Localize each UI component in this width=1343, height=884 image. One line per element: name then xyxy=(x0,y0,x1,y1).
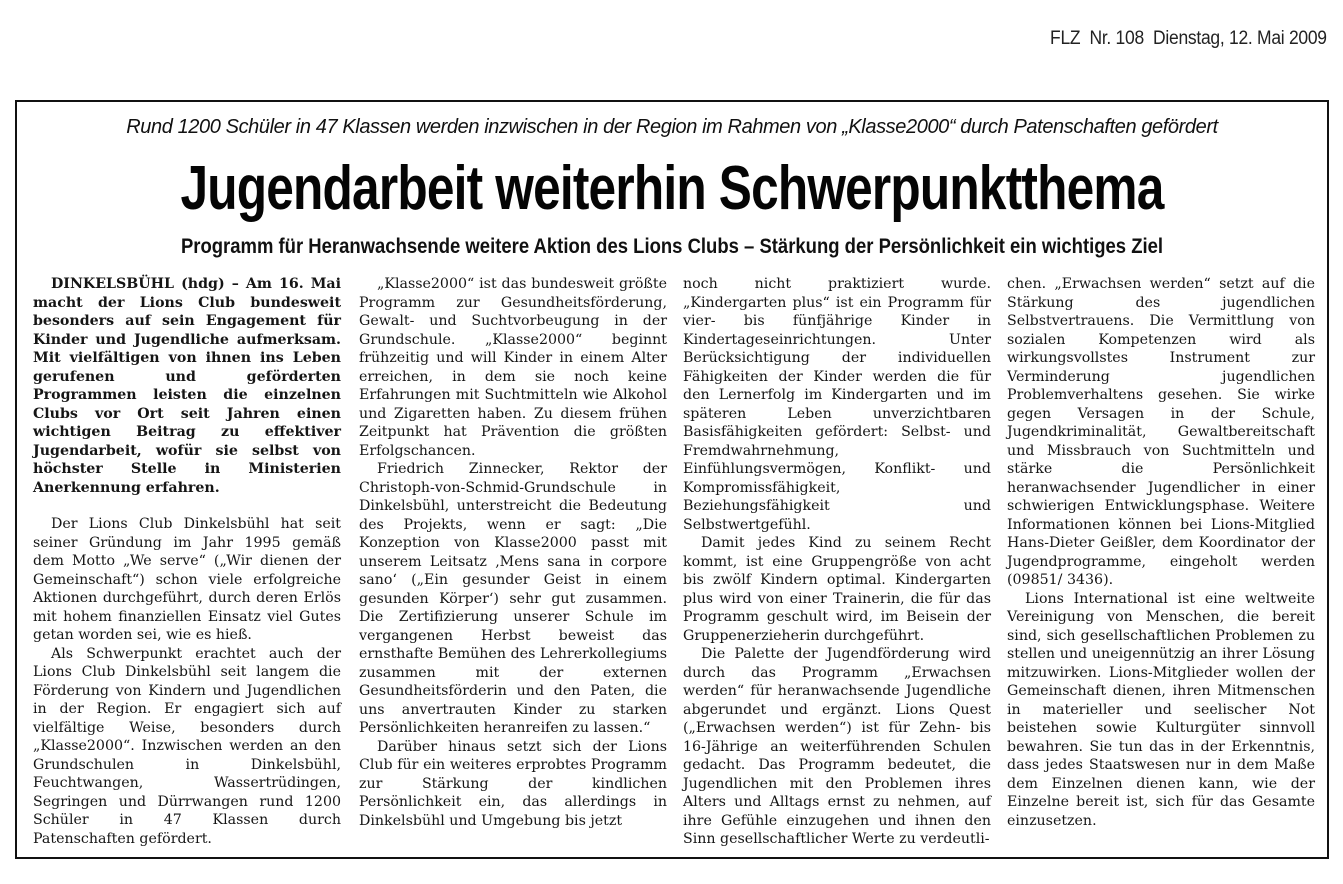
article-paragraph: Darüber hinaus setzt sich der Lions Club für ein weiteres erprobtes Programm zur Stärkung der kindlichen Persönlichkeit ein, das allerdings in Dinkelsbühl und Umgebung bis jetzt xyxy=(359,738,667,829)
newspaper-masthead: FLZ Nr. 108 Dienstag, 12. Mai 2009 xyxy=(1050,28,1327,49)
article-column-2 xyxy=(359,275,667,830)
article-paragraph: Die Palette der Jugendförderung wird durch das Programm „Erwachsen werden“ für heranwachsende Jugendliche abgerundet und ergänzt. Lions Quest („Erwachsen werden“) ist für Zehn- bis 16-Jährige an weiterführenden Schulen gedacht. Das Programm bedeutet, die Jugendlichen mit den Problemen ihres Alters und Alltags ernst zu nehmen, auf ihre Gefühle einzugehen und ihnen den Sinn gesellschaftlicher Werte zu verdeutli- xyxy=(683,646,991,847)
article-paragraph: chen. „Erwachsen werden“ setzt auf die Stärkung des jugendlichen Selbstvertrauens. Die Vermittlung von sozialen Kompetenzen wird als wirkungsvollstes Instrument zur Verminderung jugendlichen Problemverhaltens gesehen. Sie wirke gegen Versagen in der Schule, Jugendkriminalität, Gewaltbereitschaft und Missbrauch von Suchtmitteln und stärke die Persönlichkeit heranwachsender Jugendlicher in einer schwierigen Entwicklungsphase. Weitere Informationen können bei Lions-Mitglied Hans-Dieter Geißler, dem Koordinator der Jugendprogramme, eingeholt werden (09851/ 3436). xyxy=(1007,276,1315,588)
article-column-3 xyxy=(683,275,991,849)
article-kicker: Rund 1200 Schüler in 47 Klassen werden inzwischen in der Region im Rahmen von „Klasse2000“ durch Patenschaften gefördert xyxy=(126,116,1218,138)
article-column-1 xyxy=(33,275,341,848)
article-paragraph: Friedrich Zinnecker, Rektor der Christoph-von-Schmid-Grundschule in Dinkelsbühl, unterstreicht die Bedeutung des Projekts, wenn er sagt: „Die Konzeption von Klasse2000 passt mit unserem Leitsatz ‚Mens sana in corpore sano‘ („Ein gesunder Geist in einem gesunden Körper‘) sehr gut zusammen. Die Zertifizierung unserer Schule im vergangenen Herbst beweist das ernsthafte Bemühen des Lehrerkollegiums zusammen mit der externen Gesundheitsförderin und den Paten, die uns anvertrauten Kinder zu starken Persönlichkeiten heranreifen zu lassen.“ xyxy=(359,461,667,736)
article-column-4 xyxy=(1007,275,1315,830)
article-headline: Jugendarbeit weiterhin Schwerpunktthema xyxy=(180,154,1164,223)
article-paragraph: „Klasse2000“ ist das bundesweit größte Programm zur Gesundheitsförderung, Gewalt- und Suchtvorbeugung in der Grundschule. „Klasse2000“ beginnt frühzeitig und will Kinder in einem Alter erreichen, in dem sie noch keine Erfahrungen mit Suchtmitteln wie Alkohol und Zigaretten haben. Zu diesem frühen Zeitpunkt hat Prävention die größten Erfolgschancen. xyxy=(359,276,667,459)
article-subhead: Programm für Heranwachsende weitere Aktion des Lions Clubs – Stärkung der Persönlichkeit ein wichtiges Ziel xyxy=(180,235,1164,258)
article-paragraph: noch nicht praktiziert wurde. „Kindergarten plus“ ist ein Programm für vier- bis fünfjährige Kinder in Kindertageseinrichtungen. Unter Berücksichtigung der individuellen Fähigkeiten der Kinder werden die für den Lernerfolg im Kindergarten und im späteren Leben unverzichtbaren Basisfähigkeiten gefördert: Selbst- und Fremdwahrnehmung, Einfühlungsvermögen, Konflikt- und Kompromissfähigkeit, Beziehungsfähigkeit und Selbstwertgefühl. xyxy=(683,276,991,533)
article-paragraph: Als Schwerpunkt erachtet auch der Lions Club Dinkelsbühl seit langem die Förderung von Kindern und Jugendlichen in der Region. Er engagiert sich auf vielfältige Weise, besonders durch „Klasse2000“. Inzwischen werden an den Grundschulen in Dinkelsbühl, Feuchtwangen, Wassertrüdingen, Segringen und Dürrwangen rund 1200 Schüler in 47 Klassen durch Patenschaften gefördert. xyxy=(33,645,341,847)
article-frame xyxy=(15,100,1329,859)
article-lead-paragraph: DINKELSBÜHL (hdg) – Am 16. Mai macht der Lions Club bundesweit besonders auf sein Engagement für Kinder und Jugendliche aufmerksam. Mit vielfältigen von ihnen ins Leben gerufenen und geförderten Programmen leisten die einzelnen Clubs vor Ort seit Jahren einen wichtigen Beitrag zu effektiver Jugendarbeit, wofür sie selbst von höchster Stelle in Ministerien Anerkennung erfahren. xyxy=(33,276,341,496)
article-paragraph: Der Lions Club Dinkelsbühl hat seit seiner Gründung im Jahr 1995 gemäß dem Motto „We serve“ („Wir dienen der Gemeinschaft“) schon viele erfolgreiche Aktionen durchgeführt, durch deren Erlös mit hohem finanziellen Einsatz viel Gutes getan worden sei, wie es hieß. xyxy=(33,516,341,643)
article-paragraph: Damit jedes Kind zu seinem Recht kommt, ist eine Gruppengröße von acht bis zwölf Kindern optimal. Kindergarten plus wird von einer Trainerin, die für das Programm geschult wird, im Beisein der Gruppenerzieherin durchgeführt. xyxy=(683,535,991,644)
article-paragraph: Lions International ist eine weltweite Vereinigung von Menschen, die bereit sind, sich gesellschaftlichen Problemen zu stellen und uneigennützig an ihrer Lösung mitzuwirken. Lions-Mitglieder wollen der Gemeinschaft dienen, ihren Mitmenschen in materieller und seelischer Not beistehen sowie Kulturgüter sinnvoll bewahren. Sie tun das in der Erkenntnis, dass jedes Staatswesen nur in dem Maße dem Einzelnen dienen kann, wie der Einzelne bereit ist, sich für das Gesamte einzusetzen. xyxy=(1007,590,1315,829)
